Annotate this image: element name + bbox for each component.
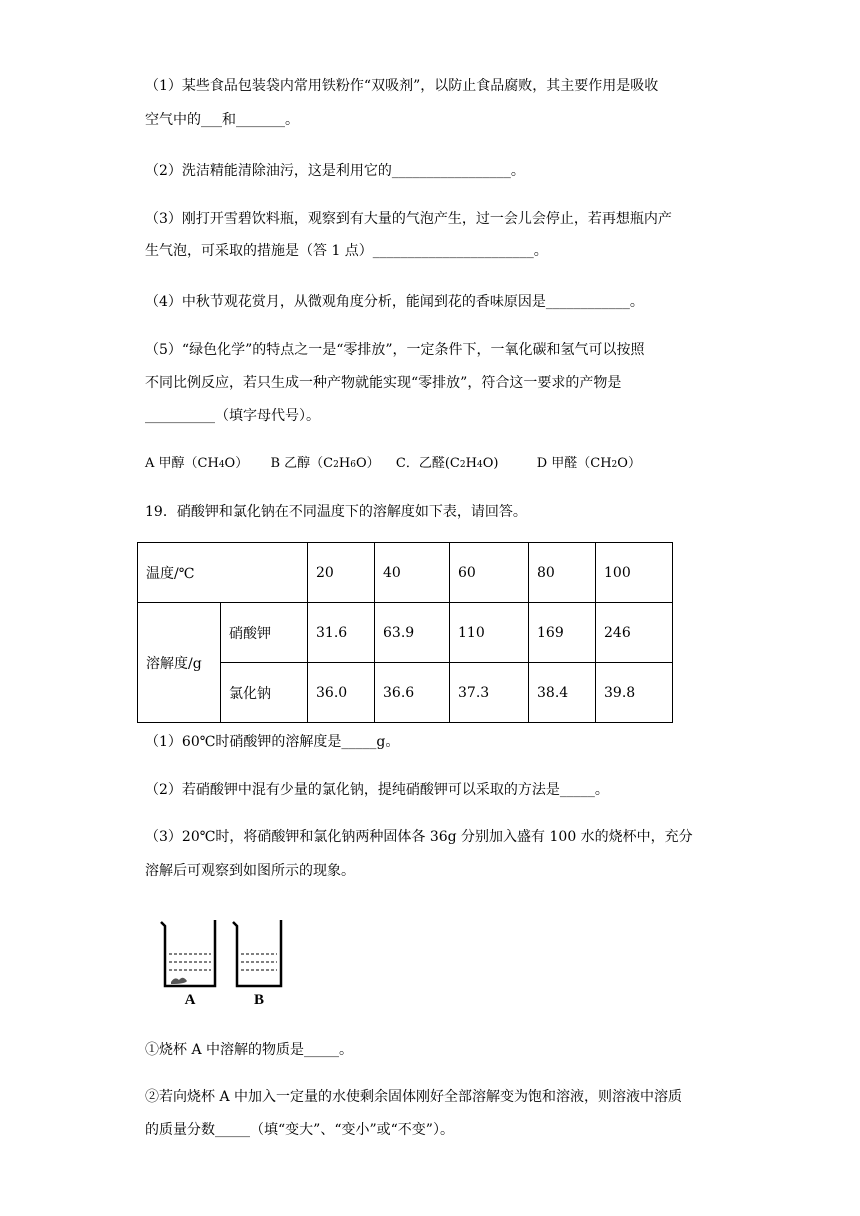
q18-options bbox=[145, 455, 641, 474]
q18-part5-line1: （5）“绿色化学”的特点之一是“零排放”，一定条件下，一氧化碳和氢气可以按照 bbox=[145, 342, 645, 358]
table-cell: 31.6 bbox=[308, 603, 375, 663]
q18-part1-line2: 空气中的___和_______。 bbox=[145, 112, 299, 128]
table-header-temp: 温度/℃ bbox=[138, 543, 308, 603]
table-cell: 60 bbox=[450, 543, 529, 603]
q19-part1: （1）60℃时硝酸钾的溶解度是_____g。 bbox=[145, 734, 400, 750]
table-cell: 80 bbox=[529, 543, 596, 603]
table-cell: 36.6 bbox=[375, 663, 450, 723]
solubility-table bbox=[137, 542, 673, 723]
q19-part3-line1: （3）20℃时，将硝酸钾和氯化钠两种固体各 36g 分别加入盛有 100 水的烧杯中，充分 bbox=[145, 829, 693, 845]
q19-part2: （2）若硝酸钾中混有少量的氯化钠，提纯硝酸钾可以采取的方法是_____。 bbox=[145, 782, 609, 798]
table-cell: 110 bbox=[450, 603, 529, 663]
table-cell: 36.0 bbox=[308, 663, 375, 723]
q18-part4: （4）中秋节观花赏月，从微观角度分析，能闻到花的香味原因是____________。 bbox=[145, 294, 644, 310]
table-row-label: 硝酸钾 bbox=[221, 603, 308, 663]
beaker-b-label: B bbox=[253, 992, 265, 1008]
table-cell: 169 bbox=[529, 603, 596, 663]
option-a: A 甲醇（CH4O） bbox=[145, 456, 249, 471]
beaker-a bbox=[161, 920, 215, 986]
undissolved-solid bbox=[171, 978, 187, 984]
q18-part1-line1: （1）某些食品包装袋内常用铁粉作“双吸剂”，以防止食品腐败，其主要作用是吸收 bbox=[145, 78, 659, 94]
table-row bbox=[138, 543, 673, 603]
table-cell: 63.9 bbox=[375, 603, 450, 663]
table-cell: 40 bbox=[375, 543, 450, 603]
q19-part3-line2: 溶解后可观察到如图所示的现象。 bbox=[145, 863, 355, 879]
q18-part2: （2）洗洁精能清除油污，这是利用它的_________________。 bbox=[145, 163, 525, 179]
table-cell: 38.4 bbox=[529, 663, 596, 723]
option-c: C．乙醛(C2H4O) bbox=[395, 456, 499, 471]
beakers-figure bbox=[155, 918, 285, 1010]
table-header-solubility: 溶解度/g bbox=[138, 603, 221, 723]
beaker-a-label: A bbox=[184, 992, 196, 1008]
beaker-b bbox=[233, 920, 281, 986]
table-row bbox=[138, 603, 673, 663]
table-cell: 100 bbox=[596, 543, 673, 603]
table-row-label: 氯化钠 bbox=[221, 663, 308, 723]
table-cell: 37.3 bbox=[450, 663, 529, 723]
q18-part3-line2: 生气泡，可采取的措施是（答 1 点）_______________________。 bbox=[145, 243, 548, 259]
q19-intro: 19．硝酸钾和氯化钠在不同温度下的溶解度如下表，请回答。 bbox=[145, 504, 527, 520]
table-cell: 246 bbox=[596, 603, 673, 663]
q19-sub2-line2: 的质量分数_____（填“变大”、“变小”或“不变”）。 bbox=[145, 1122, 454, 1138]
q19-sub1: ①烧杯 A 中溶解的物质是_____。 bbox=[145, 1042, 354, 1058]
q18-part5-line3: __________（填字母代号）。 bbox=[145, 408, 320, 424]
option-d: D 甲醛（CH2O） bbox=[536, 456, 641, 471]
table-cell: 39.8 bbox=[596, 663, 673, 723]
q18-part3-line1: （3）刚打开雪碧饮料瓶，观察到有大量的气泡产生，过一会儿会停止，若再想瓶内产 bbox=[145, 211, 672, 227]
q19-sub2-line1: ②若向烧杯 A 中加入一定量的水使剩余固体刚好全部溶解变为饱和溶液，则溶液中溶质 bbox=[145, 1089, 683, 1105]
q18-part5-line2: 不同比例反应，若只生成一种产物就能实现“零排放”，符合这一要求的产物是 bbox=[145, 375, 622, 391]
option-b: B 乙醇（C2H6O） bbox=[270, 456, 380, 471]
table-cell: 20 bbox=[308, 543, 375, 603]
